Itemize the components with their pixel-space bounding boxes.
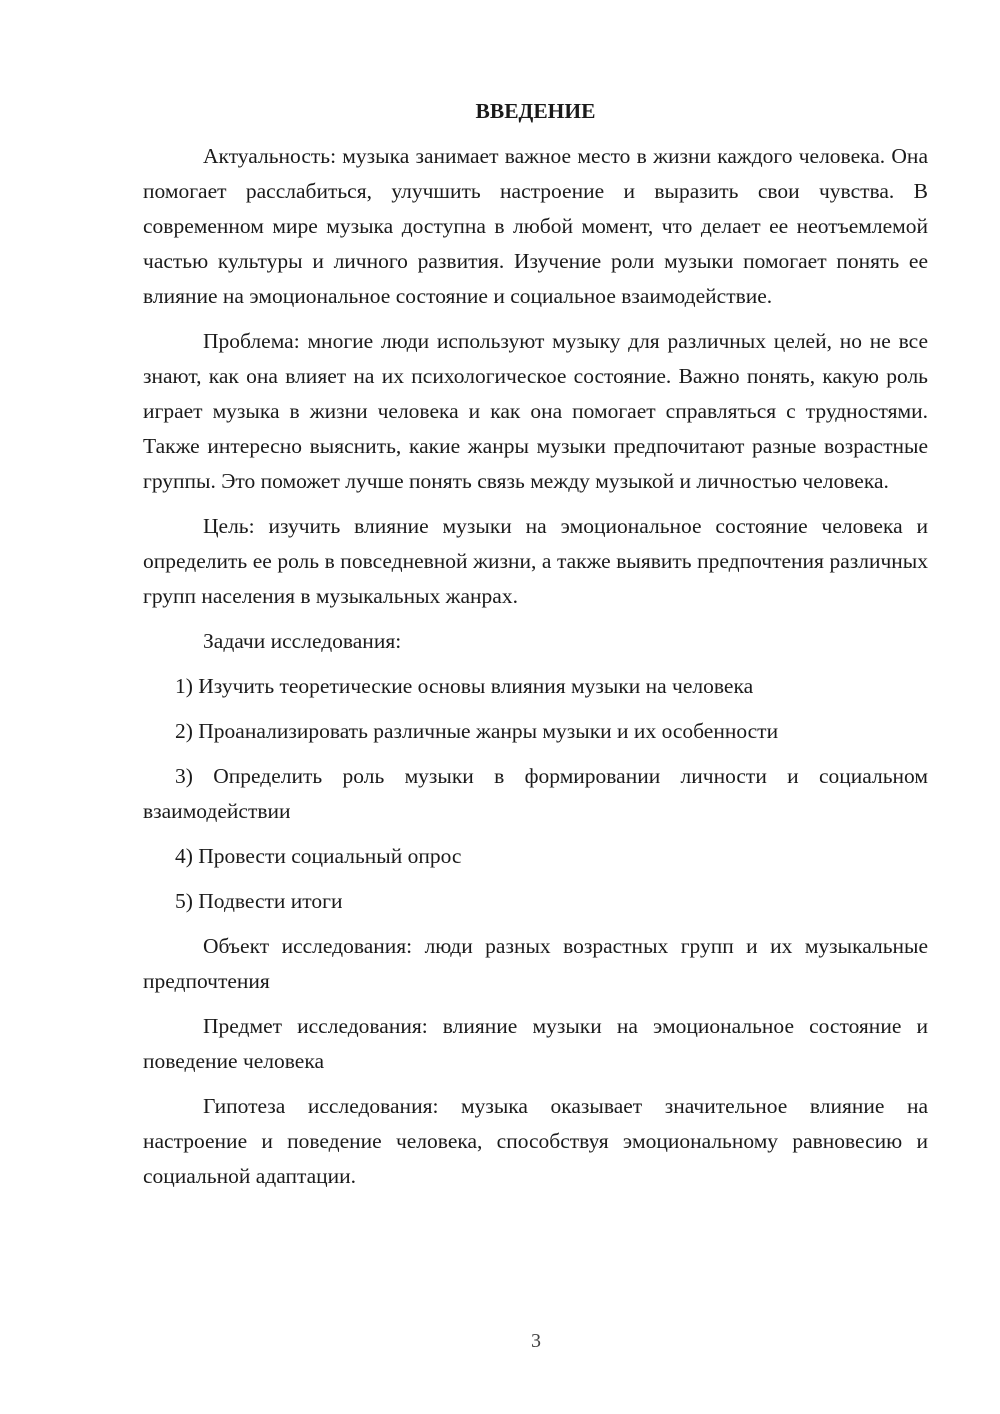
task-item-2: 2) Проанализировать различные жанры музыки и их особенности <box>175 719 779 743</box>
section-heading: ВВЕДЕНИЕ <box>475 99 596 123</box>
task-item-4: 4) Провести социальный опрос <box>175 844 462 868</box>
task-item-5: 5) Подвести итоги <box>175 889 343 913</box>
task-item-3: 3) Определить роль музыки в формировании личности и социальном взаимодействии <box>143 764 928 823</box>
subject-paragraph: Предмет исследования: влияние музыки на эмоциональное состояние и поведение человека <box>143 1014 928 1073</box>
goal-paragraph: Цель: изучить влияние музыки на эмоциональное состояние человека и определить ее роль в повседневной жизни, а также выявить предпочтения различных групп населения в музыкальных жанрах. <box>143 514 928 608</box>
hypothesis-paragraph: Гипотеза исследования: музыка оказывает значительное влияние на настроение и поведение человека, способствуя эмоциональному равновесию и социальной адаптации. <box>143 1094 928 1188</box>
problem-paragraph: Проблема: многие люди используют музыку для различных целей, но не все знают, как она влияет на их психологическое состояние. Важно понять, какую роль играет музыка в жизни человека и как она помогает справляться с трудностями. Также интересно выяснить, какие жанры музыки предпочитают разные возрастные группы. Это поможет лучше понять связь между музыкой и личностью человека. <box>143 329 928 493</box>
page-number: 3 <box>531 1330 541 1352</box>
document-body <box>143 94 928 1204</box>
relevance-paragraph: Актуальность: музыка занимает важное место в жизни каждого человека. Она помогает расслабиться, улучшить настроение и выразить свои чувства. В современном мире музыка доступна в любой момент, что делает ее неотъемлемой частью культуры и личного развития. Изучение роли музыки помогает понять ее влияние на эмоциональное состояние и социальное взаимодействие. <box>143 144 928 308</box>
tasks-title: Задачи исследования: <box>203 629 402 653</box>
object-paragraph: Объект исследования: люди разных возрастных групп и их музыкальные предпочтения <box>143 934 928 993</box>
task-item-1: 1) Изучить теоретические основы влияния музыки на человека <box>175 674 754 698</box>
